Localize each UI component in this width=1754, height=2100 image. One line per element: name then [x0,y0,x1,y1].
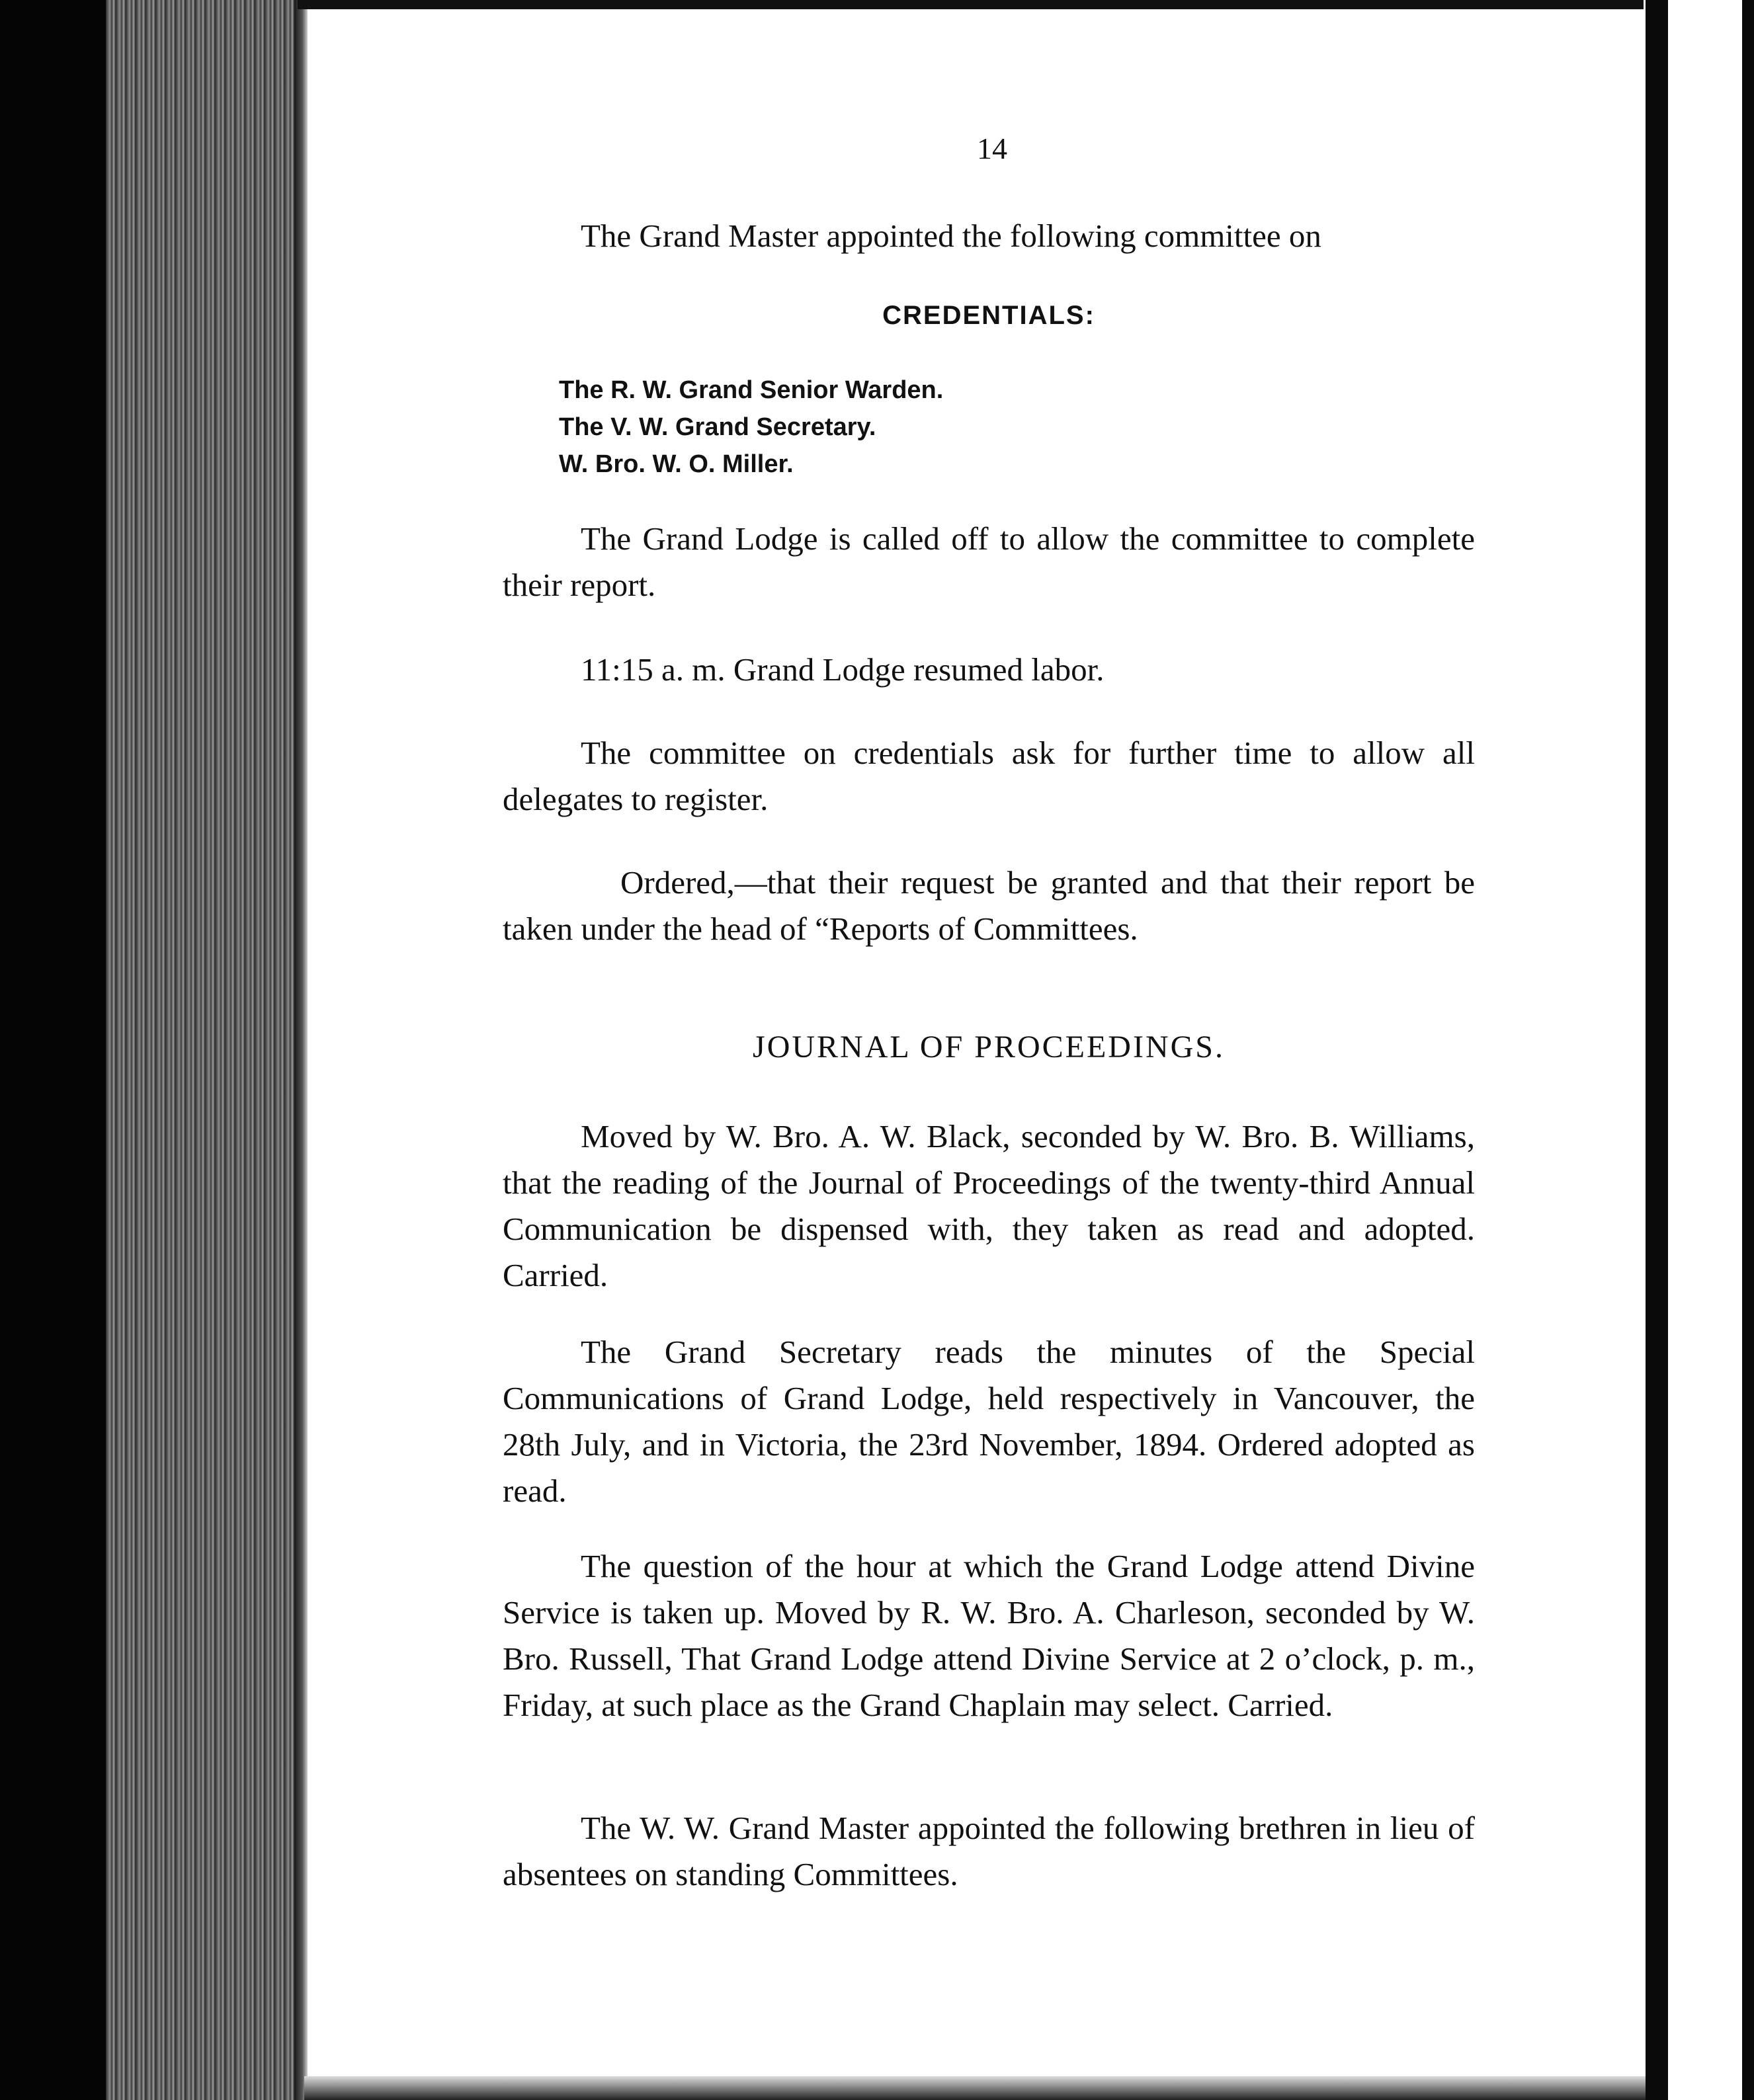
called-off-paragraph: The Grand Lodge is called off to allow the committee to complete their report. [503,520,1475,603]
scan-left-border [0,0,106,2100]
scan-bottom-shadow [304,2076,1660,2100]
credentials-committee-list [559,372,943,483]
ordered-paragraph: Ordered,—that their request be granted and that their report be taken under the head of “Reports of Committees. [503,864,1475,947]
credentials-member: W. Bro. W. O. Miller. [559,450,794,478]
absentees-paragraph: The W. W. Grand Master appointed the following brethren in lieu of absentees on standing Committees. [503,1810,1475,1892]
credentials-heading: CREDENTIALS: [882,301,1095,330]
divine-service-paragraph: The question of the hour at which the Grand Lodge attend Divine Service is taken up. Moved by R. W. Bro. A. Charleson, seconded by W. Bro. Russell, That Grand Lodge attend Divine Service at 2 o’clock, p. m., Friday, at such place as the Grand Chaplain may select. Carried. [503,1548,1475,1723]
credentials-member: The R. W. Grand Senior Warden. [559,376,944,404]
book-page-edges [106,0,304,2100]
further-time-paragraph: The committee on credentials ask for further time to allow all delegates to register. [503,735,1475,817]
moved-black-paragraph: Moved by W. Bro. A. W. Black, seconded by W. Bro. B. Williams, that the reading of the Journal of Proceedings of the twenty-third Annual Communication be dispensed with, they taken as read and adopted. Carried. [503,1118,1475,1293]
scan-top-border [298,0,1644,9]
resumed-paragraph: 11:15 a. m. Grand Lodge resumed labor. [581,651,1105,688]
journal-heading: JOURNAL OF PROCEEDINGS. [753,1030,1225,1065]
scan-right-border [1646,0,1668,2100]
intro-paragraph: The Grand Master appointed the following committee on [581,218,1321,254]
credentials-member: The V. W. Grand Secretary. [559,413,876,441]
book-edge-shadow [294,0,308,2100]
scan-right-edge [1742,0,1754,2100]
page-number: 14 [977,132,1007,165]
scan-right-gap [1668,0,1754,2100]
minutes-paragraph: The Grand Secretary reads the minutes of the Special Communications of Grand Lodge, held respectively in Vancouver, the 28th July, and in Victoria, the 23rd November, 1894. Ordered adopted as read. [503,1334,1475,1509]
